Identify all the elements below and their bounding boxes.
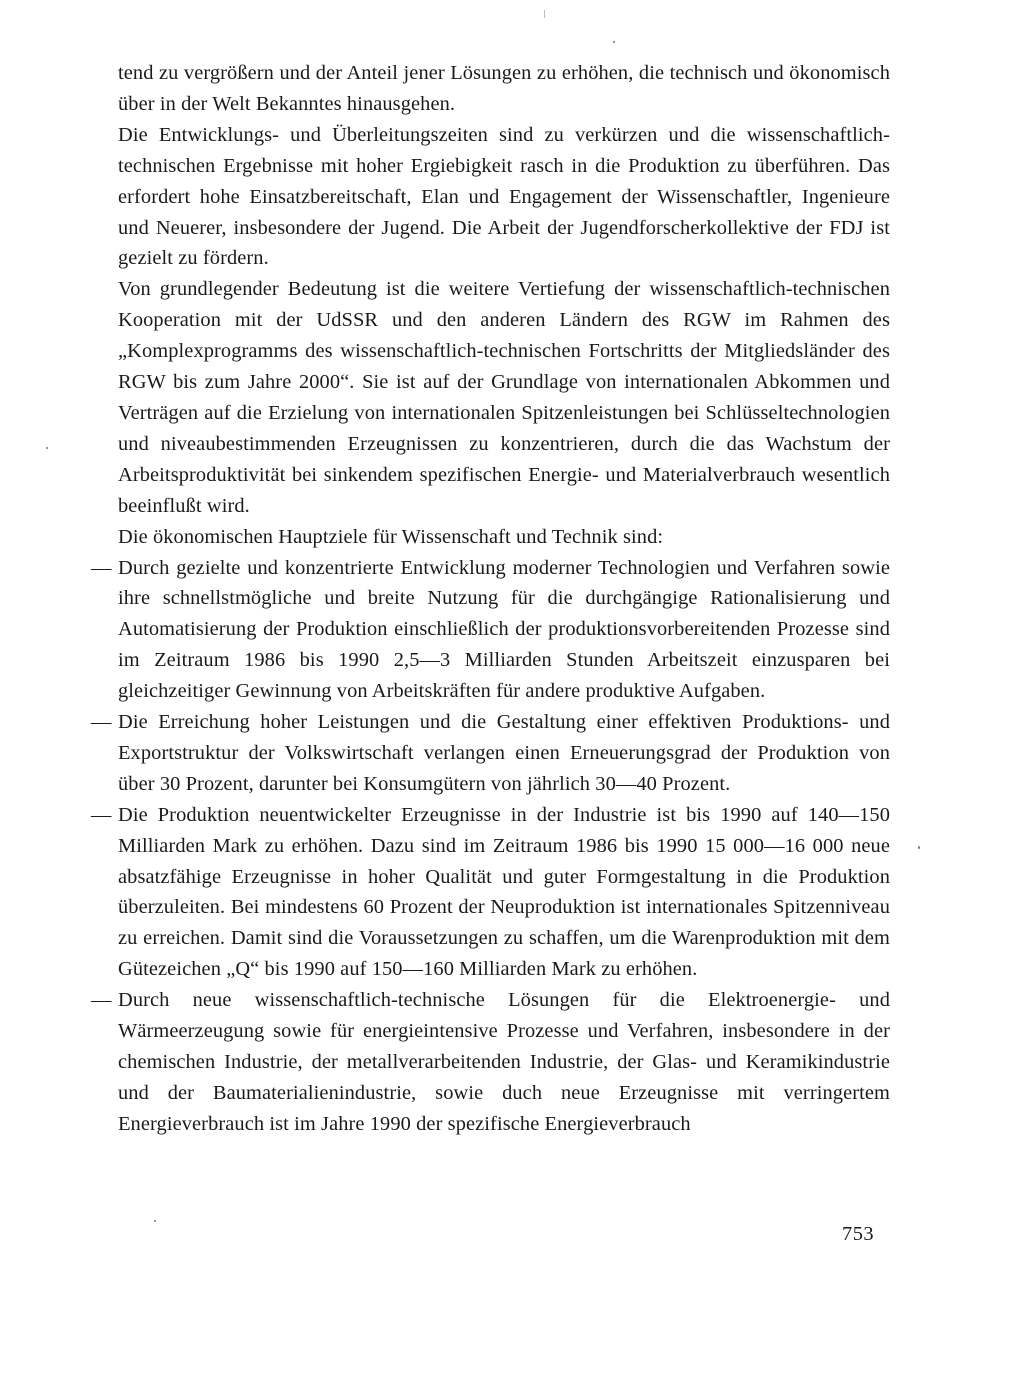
scan-speck [613, 41, 615, 43]
list-item-text: Die Produktion neuentwickelter Erzeugnisse in der Industrie ist bis 1990 auf 140—150 Milliarden Mark zu erhöhen. Dazu sind im Zeitraum 1986 bis 1990 15 000—16 000 neue absatzfähige Erzeugnisse in hoher Qualität und guter Formgestaltung in die Produktion überzuleiten. Bei mindestens 60 Prozent der Neuproduktion ist internationales Spitzenniveau zu erreichen. Damit sind die Voraussetzungen zu schaffen, um die Warenproduktion mit dem Gütezeichen „Q“ bis 1990 auf 150—160 Milliarden Mark zu erhöhen. [118, 803, 890, 981]
list-item [91, 553, 890, 708]
list-item-text: Durch neue wissenschaftlich-technische Lösungen für die Elektroenergie- und Wärmeerzeugung sowie für energieintensive Prozesse und Verfahren, insbesondere in der chemischen Industrie, der metallverarbeitenden Industrie, der Glas- und Keramikindustrie und der Baumaterialienindustrie, sowie duch neue Erzeugnisse mit verringertem Energieverbrauch ist im Jahre 1990 der spezifische Energieverbrauch [118, 989, 890, 1135]
bullet-dash: — [91, 989, 112, 1012]
list-item [91, 800, 890, 985]
bullet-dash: — [91, 556, 112, 579]
scan-speck [154, 1220, 156, 1222]
scan-speck [918, 846, 920, 849]
list-item [91, 985, 890, 1140]
bullet-dash: — [91, 803, 112, 826]
scan-speck [544, 10, 545, 18]
list-item-text: Die Erreichung hoher Leistungen und die Gestaltung einer effektiven Produktions- und Exportstruktur der Volkswirtschaft verlangen einen Erneuerungsgrad der Produktion von über 30 Prozent, darunter bei Konsumgütern von jährlich 30—40 Prozent. [118, 711, 890, 795]
list-item-text: Durch gezielte und konzentrierte Entwicklung moderner Technologien und Verfahren sowie ihre schnellstmögliche und breite Nutzung für die durchgängige Rationalisierung und Automatisierung der Produktion einschließlich der produktionsvorbereitenden Prozesse sind im Zeitraum 1986 bis 1990 2,5—3 Milliarden Stunden Arbeitszeit einzusparen bei gleichzeitiger Gewinnung von Arbeitskräften für andere produktive Aufgaben. [118, 556, 890, 703]
paragraph-continuation: tend zu vergrößern und der Anteil jener Lösungen zu erhöhen, die technisch und ökonomisch über in der Welt Bekanntes hinausgehen. [118, 62, 890, 115]
scan-speck [46, 447, 48, 449]
paragraph-cooperation: Von grundlegender Bedeutung ist die weitere Vertiefung der wissenschaftlich-technischen Kooperation mit der UdSSR und den anderen Ländern des RGW im Rahmen des „Komplexprogramms des wissenschaftlich-technischen Fortschritts der Mitgliedsländer des RGW bis zum Jahre 2000“. Sie ist auf der Grundlage von internationalen Abkommen und Verträgen auf die Erzielung von internationalen Spitzenleistungen bei Schlüsseltechnologien und niveaubestimmenden Erzeugnissen zu konzentrieren, durch die das Wachstum der Arbeitsproduktivität bei sinkendem spezifischen Energie- und Materialverbrauch wesentlich beeinflußt wird. [118, 278, 890, 517]
paragraph-development-times: Die Entwicklungs- und Überleitungszeiten sind zu verkürzen und die wissenschaftlich-technischen Ergebnisse mit hoher Ergiebigkeit rasch in die Produktion zu überführen. Das erfordert hohe Einsatzbereitschaft, Elan und Engagement der Wissenschaftler, Ingenieure und Neuerer, insbesondere der Jugend. Die Arbeit der Jugendforscherkollektive der FDJ ist gezielt zu fördern. [118, 123, 890, 270]
body-text [91, 58, 890, 1140]
bullet-dash: — [91, 711, 112, 734]
page-number: 753 [842, 1223, 875, 1245]
list-item [91, 707, 890, 800]
paragraph-goals-intro: Die ökonomischen Hauptziele für Wissenschaft und Technik sind: [118, 525, 664, 548]
